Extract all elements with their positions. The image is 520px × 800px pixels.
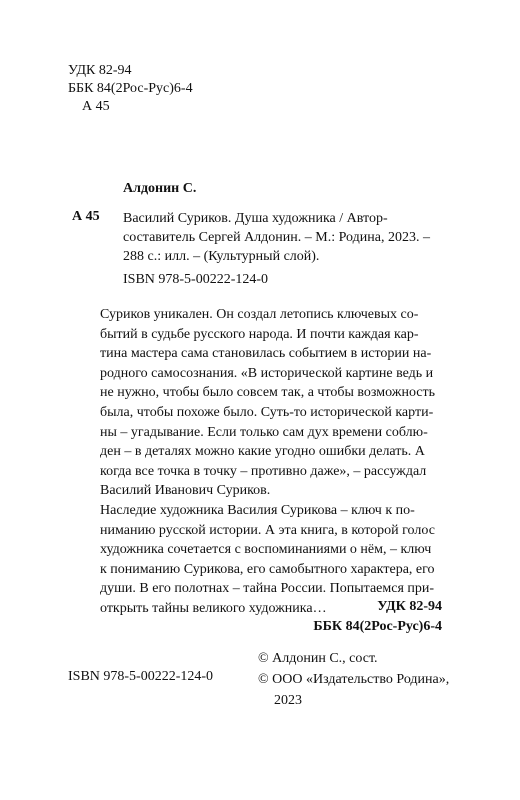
annotation-line: когда все точка в точку – противно даже», – рассуждал	[100, 463, 427, 479]
annotation-line: ниманию русской истории. А эта книга, в которой голос	[100, 522, 435, 538]
classification-block	[68, 62, 193, 116]
annotation-line: не нужно, чтобы было совсем так, а чтобы возможность	[100, 385, 436, 401]
copyright-compiler: © Алдонин С., сост.	[258, 651, 378, 666]
bottom-bbk-code: ББК 84(2Рос-Рус)6-4	[313, 619, 442, 634]
isbn-entry: ISBN 978-5-00222-124-0	[123, 272, 269, 287]
annotation-line: ны – угадывание. Если только сам дух времени соблю-	[100, 424, 428, 440]
bib-line-3: 288 с.: илл. – (Культурный слой).	[123, 249, 320, 264]
annotation	[100, 305, 440, 619]
annotation-line: души. В его полотнах – тайна России. Попытаемся при-	[100, 581, 435, 597]
isbn-bottom: ISBN 978-5-00222-124-0	[68, 669, 214, 684]
copyright-year: 2023	[274, 693, 302, 708]
annotation-line: Василий Иванович Суриков.	[100, 483, 271, 499]
annotation-line: Суриков уникален. Он создал летопись ключевых со-	[100, 307, 419, 322]
udk-code: УДК 82-94	[68, 63, 132, 78]
bibliographic-description	[123, 209, 430, 266]
bbk-code: ББК 84(2Рос-Рус)6-4	[68, 81, 193, 96]
annotation-line: была, чтобы похоже было. Суть-то исторической карти-	[100, 404, 434, 420]
author-heading: Алдонин С.	[123, 181, 197, 196]
bib-line-2: составитель Сергей Алдонин. – М.: Родина, 2023. –	[123, 230, 430, 245]
bottom-udk-code: УДК 82-94	[377, 599, 442, 614]
annotation-line: Наследие художника Василия Сурикова – ключ к по-	[100, 502, 415, 518]
annotation-line: родного самосознания. «В исторической картине ведь и	[100, 365, 434, 381]
annotation-line: художника сочетается с воспоминаниями о нём, – ключ	[100, 542, 432, 558]
bottom-classification	[313, 597, 442, 637]
copyright-block	[258, 648, 449, 711]
bib-line-1: Василий Суриков. Душа художника / Автор-	[123, 211, 388, 226]
copyright-publisher: © ООО «Издательство Родина»,	[258, 672, 450, 687]
annotation-line: бытий в судьбе русского народа. И почти каждая кар-	[100, 326, 419, 342]
entry-author-sign: А 45	[72, 209, 100, 224]
annotation-line: открыть тайны великого художника…	[100, 600, 327, 616]
annotation-line: ден – в деталях можно какие угодно ошибки делать. А	[100, 444, 425, 460]
author-sign: А 45	[82, 99, 110, 114]
annotation-line: к пониманию Сурикова, его самобытного характера, его	[100, 561, 435, 577]
annotation-line: тина мастера сама становилась событием в истории на-	[100, 346, 432, 362]
